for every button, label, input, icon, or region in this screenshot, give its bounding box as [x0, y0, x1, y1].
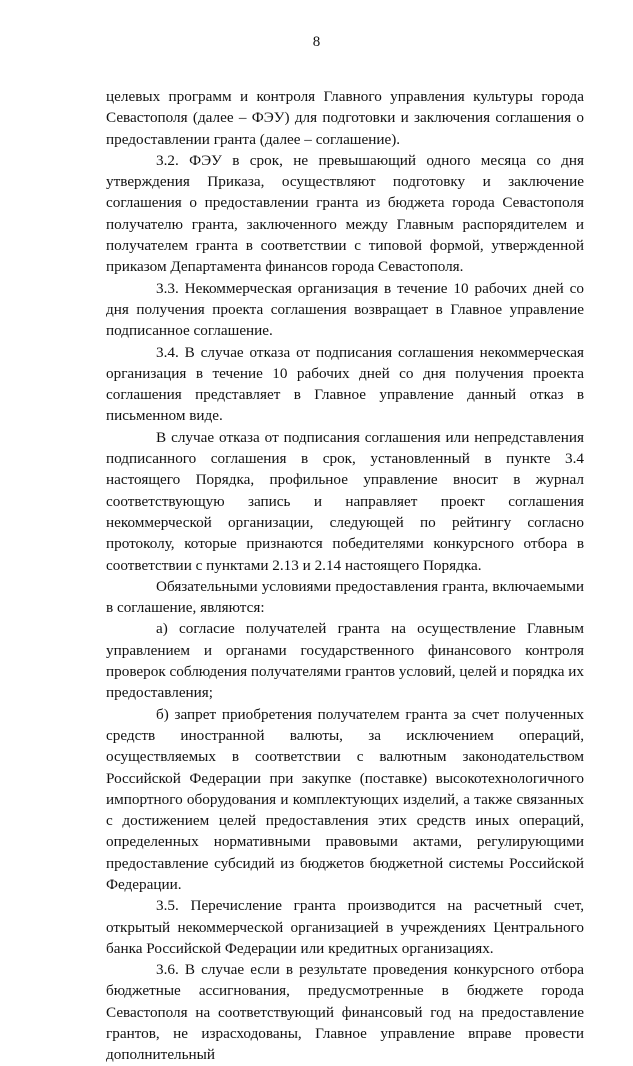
paragraph-mandatory-conditions: Обязательными условиями предоставления гранта, включаемыми в соглашение, являются:	[106, 577, 584, 617]
paragraph-3-4: 3.4. В случае отказа от подписания соглашения некоммерческая организация в течение 10 рабочих дней со дня получения проекта соглашения представляет в Главное управление данный отказ в письменном виде.	[106, 343, 584, 425]
document-body	[106, 86, 584, 1066]
paragraph-3-2: 3.2. ФЭУ в срок, не превышающий одного месяца со дня утверждения Приказа, осуществляют подготовку и заключение соглашения о предоставлении гранта из бюджета города Севастополя получателю гранта, заключенного между Главным распорядителем и получателем гранта в соответствии с типовой формой, утвержденной приказом Департамента финансов города Севастополя.	[106, 151, 584, 276]
paragraph-condition-b: б) запрет приобретения получателем гранта за счет полученных средств иностранной валюты, за исключением операций, осуществляемых в соответствии с валютным законодательством Российской Федерации при закупке (поставке) высокотехнологичного импортного оборудования и комплектующих изделий, а также связанных с достижением целей предоставления этих средств иных операций, определенных нормативными правовыми актами, регулирующими предоставление субсидий из бюджетов бюджетной системы Российской Федерации.	[106, 705, 584, 893]
page-number: 8	[312, 34, 321, 50]
paragraph-continuation: целевых программ и контроля Главного управления культуры города Севастополя (далее – ФЭУ) для подготовки и заключения соглашения о предоставлении гранта (далее – соглашение).	[106, 88, 584, 148]
paragraph-3-6: 3.6. В случае если в результате проведения конкурсного отбора бюджетные ассигнования, предусмотренные в бюджете города Севастополя на соответствующий финансовый год на предоставление грантов, не израсходованы, Главное управление вправе провести дополнительный	[106, 961, 584, 1064]
paragraph-3-5: 3.5. Перечисление гранта производится на расчетный счет, открытый некоммерческой организацией в учреждениях Центрального банка Российской Федерации или кредитных организациях.	[106, 897, 584, 957]
paragraph-condition-a: а) согласие получателей гранта на осуществление Главным управлением и органами государственного финансового контроля проверок соблюдения получателями грантов условий, целей и порядка их предоставления;	[106, 620, 584, 702]
paragraph-refusal-case: В случае отказа от подписания соглашения или непредставления подписанного соглашения в срок, установленный в пункте 3.4 настоящего Порядка, профильное управление вносит в журнал соответствующую запись и направляет проект соглашения некоммерческой организации, следующей по рейтингу согласно протоколу, которые признаются победителями конкурсного отбора в соответствии с пунктами 2.13 и 2.14 настоящего Порядка.	[106, 428, 584, 574]
paragraph-3-3: 3.3. Некоммерческая организация в течение 10 рабочих дней со дня получения проекта соглашения возвращает в Главное управление подписанное соглашение.	[106, 279, 584, 340]
